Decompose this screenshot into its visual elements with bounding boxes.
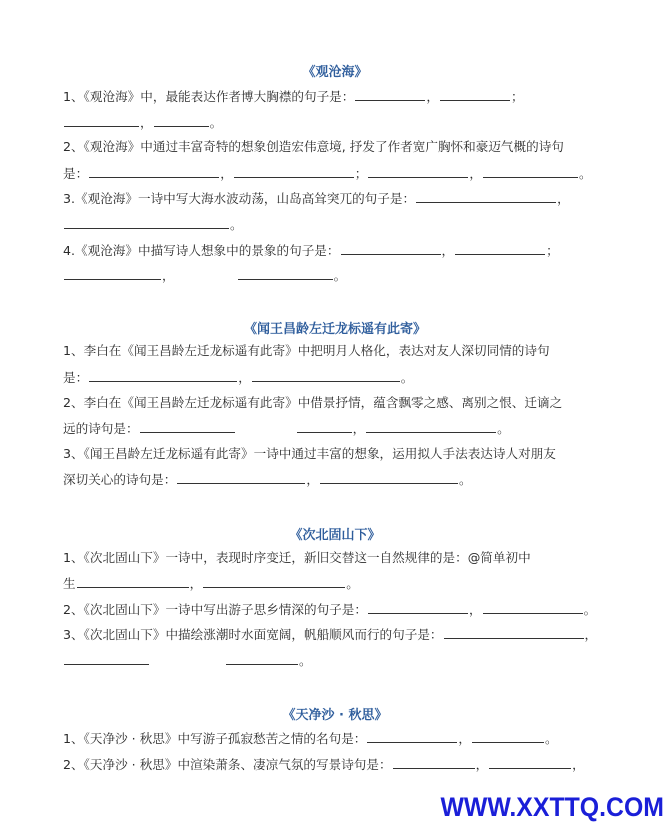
answer-blank[interactable] (472, 729, 544, 743)
question-line: 是： ， 。 (63, 370, 414, 385)
question-line: 1、李白在《闻王昌龄左迁龙标遥有此寄》中把明月人格化，表达对友人深切同情的诗句 (63, 343, 550, 358)
question-line: 3.《观沧海》一诗中写大海水波动荡，山岛高耸突兀的句子是： ， (63, 191, 570, 206)
answer-blank[interactable] (64, 215, 229, 229)
answer-blank[interactable] (64, 651, 149, 665)
answer-blank[interactable] (77, 574, 189, 588)
question-line: 深切关心的诗句是： ， 。 (63, 472, 472, 487)
question-line: 。 (63, 215, 243, 234)
answer-blank[interactable] (154, 113, 209, 127)
question-line: 。 (63, 651, 312, 670)
section-title-tianjingsha: 《天净沙 · 秋思》 (282, 708, 388, 723)
answer-blank[interactable] (455, 241, 545, 255)
site-watermark: WWW.XXTTQ.COM (440, 792, 664, 822)
answer-blank[interactable] (226, 651, 298, 665)
section-title-guancanghai: 《观沧海》 (302, 65, 368, 80)
question-line: 2、《观沧海》中通过丰富奇特的想象创造宏伟意境, 抒发了作者宽广胸怀和豪迈气概的诗句 (63, 139, 564, 154)
question-line: 2、《天净沙 · 秋思》中渲染萧条、凄凉气氛的写景诗句是： ， ， (63, 757, 585, 772)
question-line: ， 。 (63, 113, 222, 132)
answer-blank[interactable] (483, 600, 583, 614)
question-line: 生 ， 。 (63, 576, 359, 591)
answer-blank[interactable] (89, 164, 219, 178)
answer-blank[interactable] (252, 368, 400, 382)
section-title-wenwangchangling: 《闻王昌龄左迁龙标遥有此寄》 (243, 322, 426, 337)
question-line: 4.《观沧海》中描写诗人想象中的景象的句子是： ， ； (63, 243, 559, 258)
question-line: 2、《次北固山下》一诗中写出游子思乡情深的句子是： ， 。 (63, 602, 597, 617)
answer-blank[interactable] (367, 729, 457, 743)
answer-blank[interactable] (203, 574, 345, 588)
question-line: 是： ， ； ， 。 (63, 166, 592, 181)
answer-blank[interactable] (440, 87, 510, 101)
answer-blank[interactable] (483, 164, 578, 178)
answer-blank[interactable] (368, 600, 468, 614)
answer-blank[interactable] (64, 266, 161, 280)
answer-blank[interactable] (489, 755, 571, 769)
question-line: 3、《次北固山下》中描绘涨潮时水面宽阔，帆船顺风而行的句子是： ， (63, 627, 598, 642)
question-line: 远的诗句是： ， 。 (63, 421, 510, 436)
answer-blank[interactable] (234, 164, 354, 178)
question-line: 1、《天净沙 · 秋思》中写游子孤寂愁苦之情的名句是： ， 。 (63, 731, 558, 746)
answer-blank[interactable] (366, 419, 496, 433)
answer-blank[interactable] (177, 470, 305, 484)
answer-blank[interactable] (341, 241, 441, 255)
answer-blank[interactable] (355, 87, 425, 101)
section-title-cibeigushanxia: 《次北固山下》 (289, 528, 381, 543)
answer-blank[interactable] (297, 419, 352, 433)
answer-blank[interactable] (368, 164, 468, 178)
answer-blank[interactable] (320, 470, 458, 484)
answer-blank[interactable] (140, 419, 235, 433)
question-line: 2、李白在《闻王昌龄左迁龙标遥有此寄》中借景抒情，蕴含飘零之感、离别之恨、迁谪之 (63, 395, 563, 410)
question-line: 1、《观沧海》中，最能表达作者博大胸襟的句子是： ， ； (63, 89, 524, 104)
answer-blank[interactable] (416, 189, 556, 203)
answer-blank[interactable] (238, 266, 333, 280)
answer-blank[interactable] (393, 755, 475, 769)
question-line: 3、《闻王昌龄左迁龙标遥有此寄》一诗中通过丰富的想象，运用拟人手法表达诗人对朋友 (63, 446, 556, 461)
answer-blank[interactable] (444, 625, 584, 639)
answer-blank[interactable] (89, 368, 237, 382)
answer-blank[interactable] (64, 113, 139, 127)
question-line: ， 。 (63, 266, 346, 285)
question-line: 1、《次北固山下》一诗中，表现时序变迁，新旧交替这一自然规律的是：@简单初中 (63, 550, 531, 565)
